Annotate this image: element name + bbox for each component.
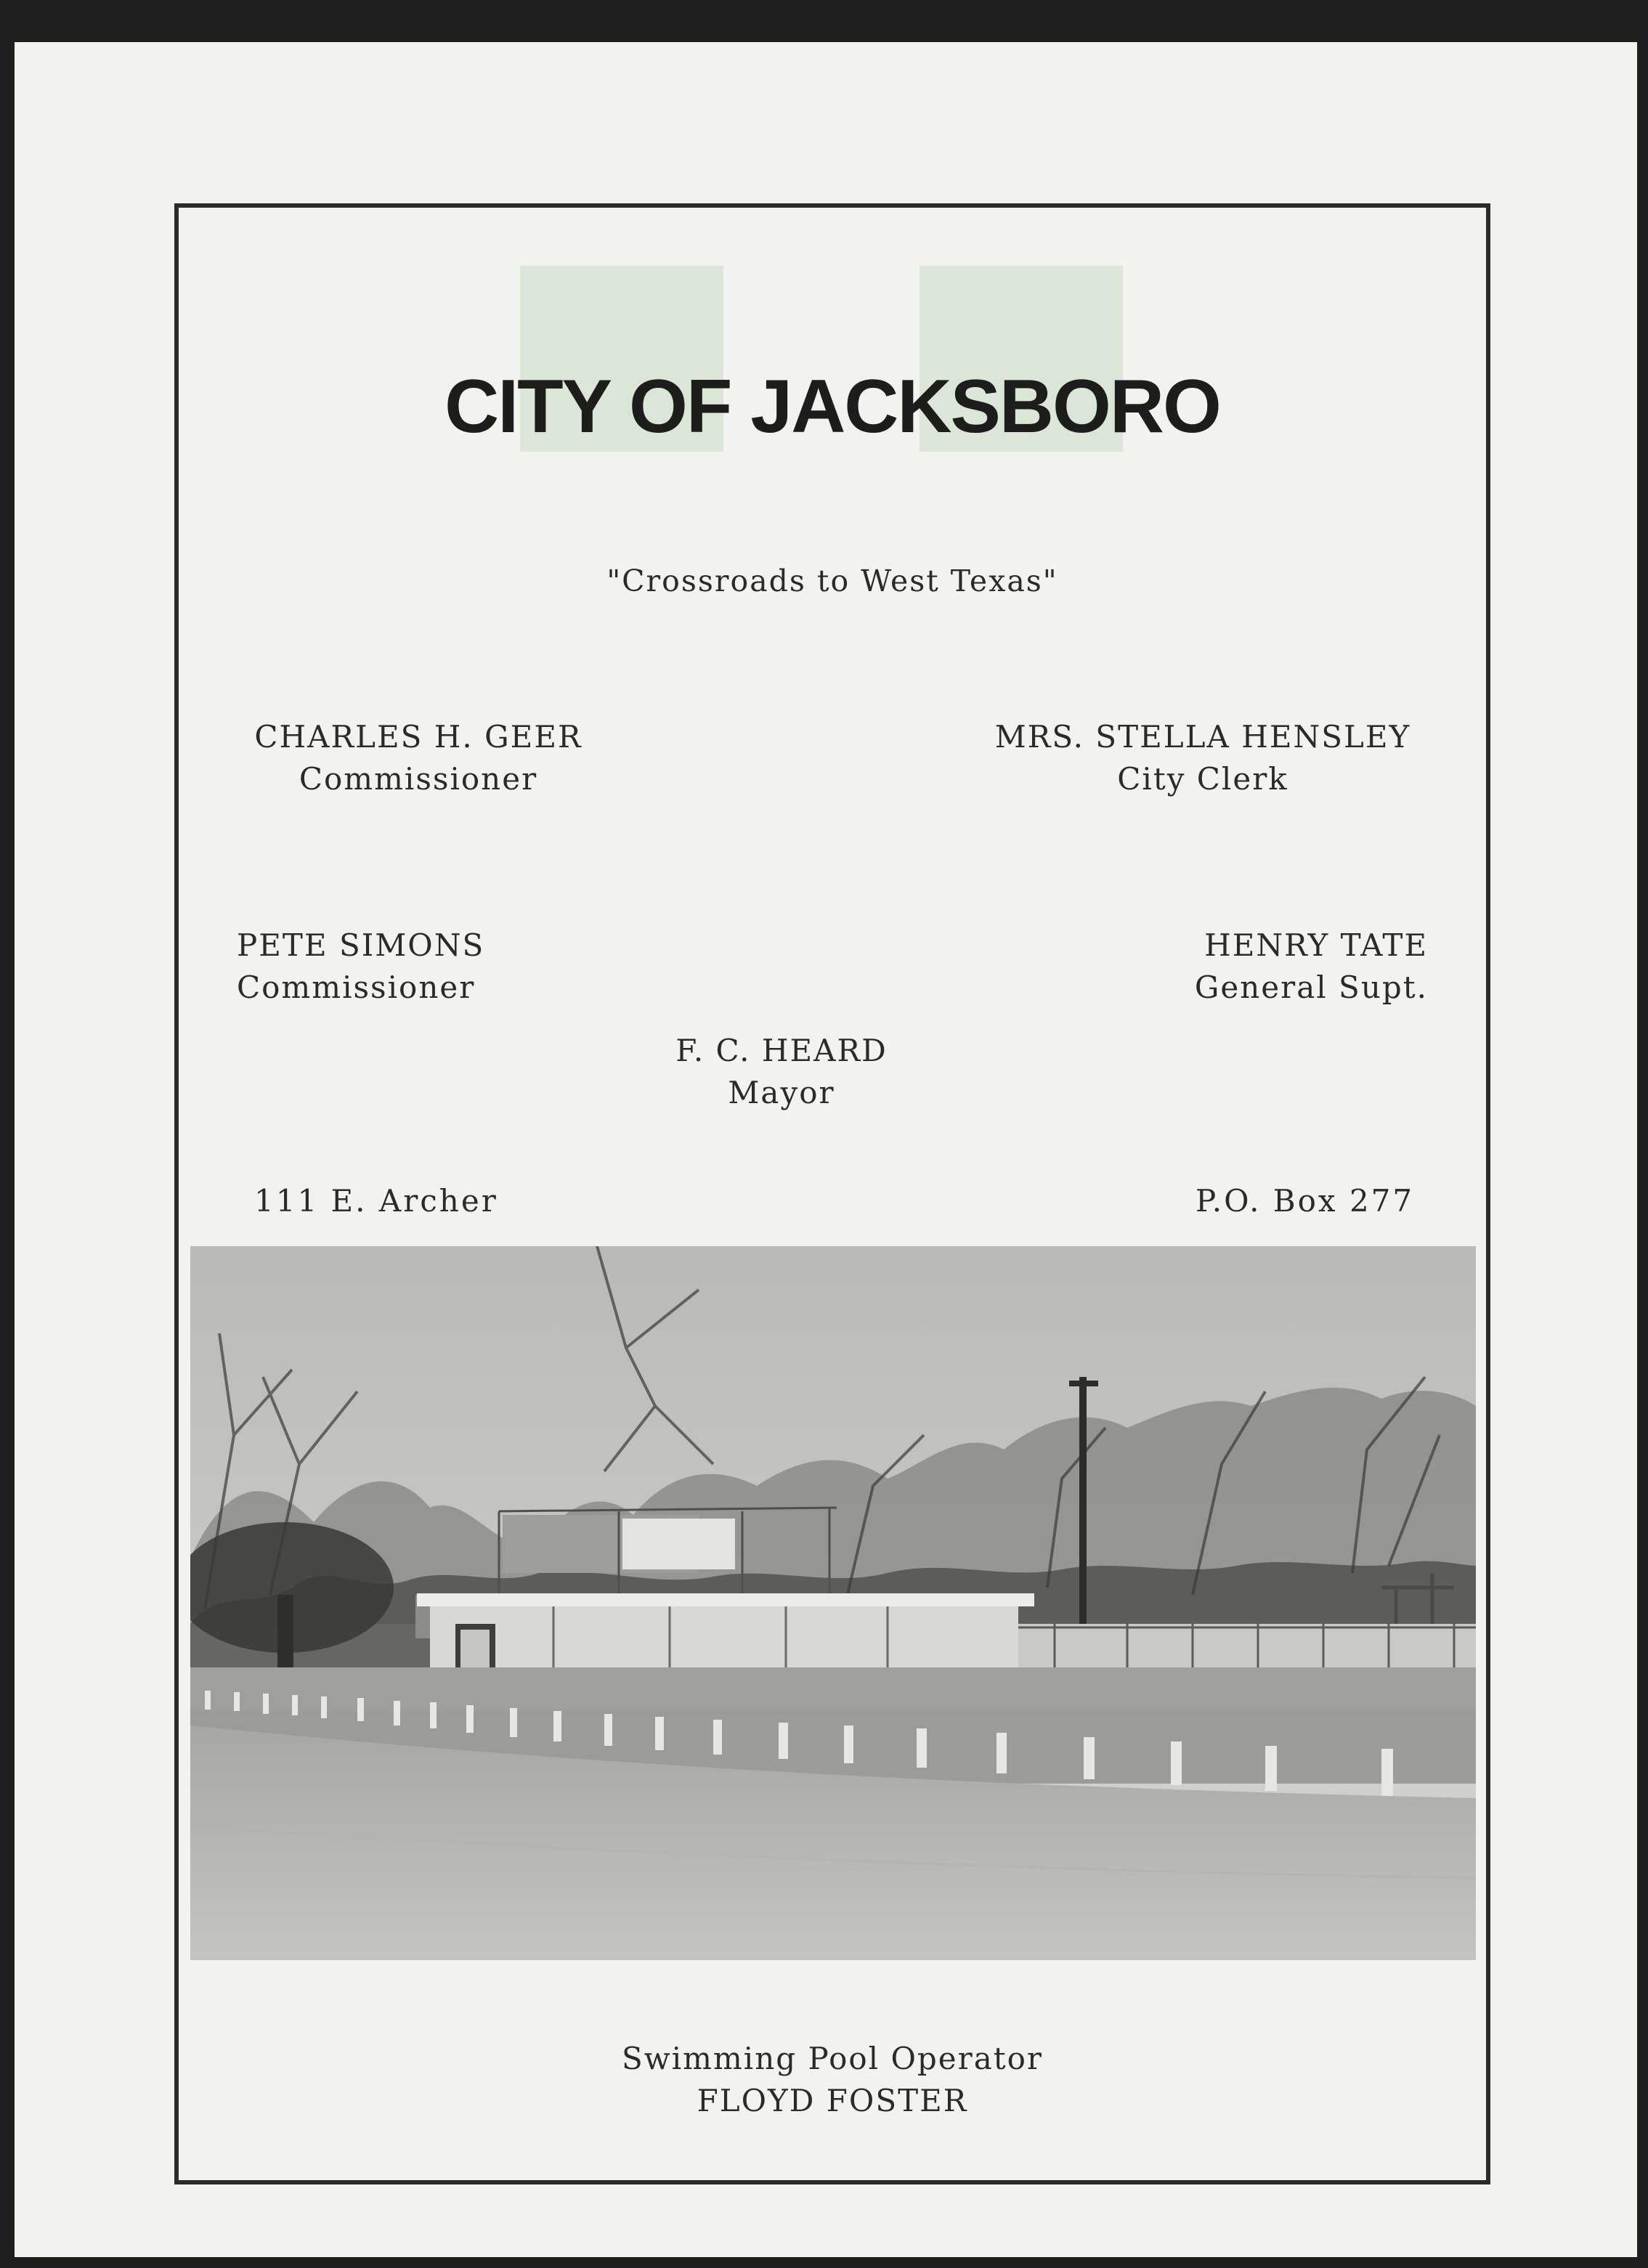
official-name: CHARLES H. GEER (254, 719, 583, 755)
photo-caption (179, 2038, 1486, 2122)
pool-photo-illustration (190, 1246, 1476, 1960)
swimming-pool-photo (190, 1246, 1476, 1960)
official-geer (230, 716, 607, 800)
official-role: Commissioner (299, 761, 538, 797)
official-role: General Supt. (1194, 970, 1428, 1005)
ad-frame (174, 203, 1490, 2184)
official-tate (1152, 924, 1428, 1009)
official-role: Commissioner (237, 970, 476, 1005)
caption-name: FLOYD FOSTER (697, 2083, 968, 2118)
official-name: HENRY TATE (1204, 927, 1428, 963)
city-slogan: "Crossroads to West Texas" (606, 564, 1058, 598)
official-name: F. C. HEARD (675, 1033, 888, 1068)
page-title: CITY OF JACKSBORO (445, 365, 1220, 449)
official-heard (636, 1030, 927, 1114)
caption-title: Swimming Pool Operator (622, 2041, 1043, 2076)
official-name: PETE SIMONS (237, 927, 485, 963)
official-hensley (963, 716, 1442, 800)
official-role: Mayor (728, 1075, 835, 1110)
street-address: 111 E. Archer (254, 1183, 498, 1219)
official-role: City Clerk (1117, 761, 1288, 797)
yearbook-page (15, 42, 1637, 2257)
official-name: MRS. STELLA HENSLEY (994, 719, 1411, 755)
po-box: P.O. Box 277 (1196, 1183, 1415, 1219)
official-simons (237, 924, 513, 1009)
